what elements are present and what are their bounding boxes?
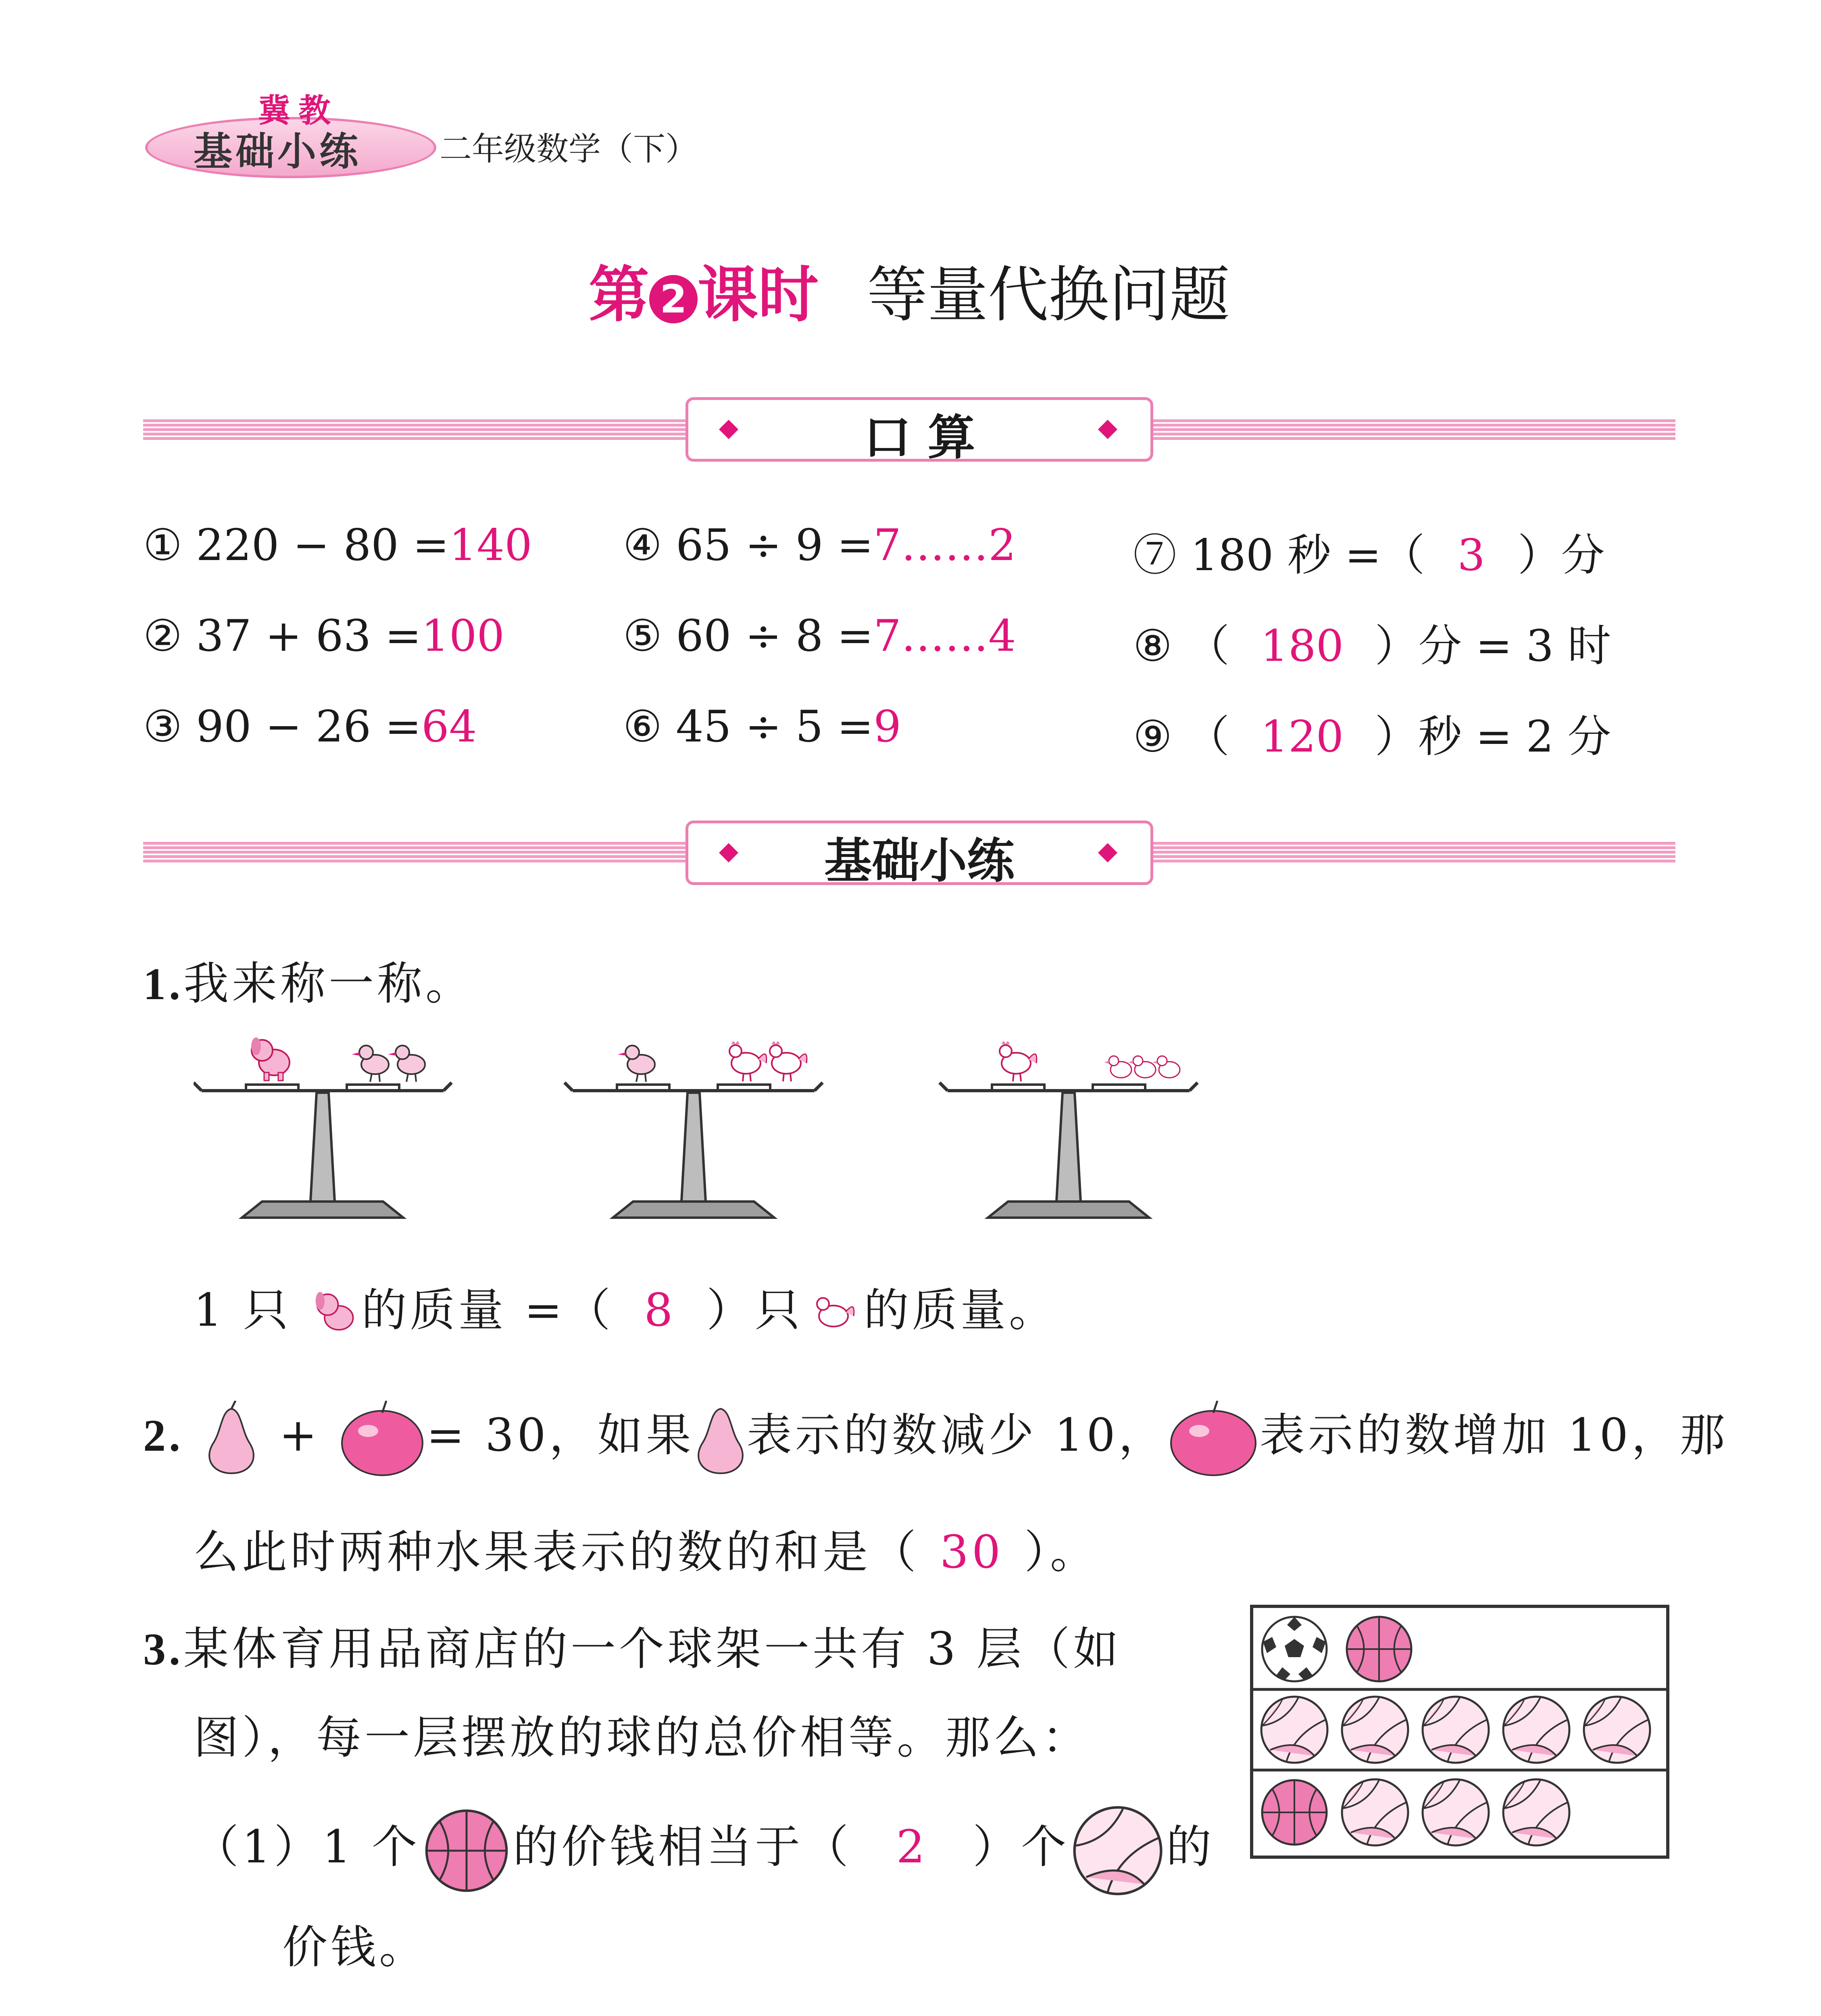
oral-item: ⑦ 180 秒 =（ 3 ）分 xyxy=(1133,530,1605,581)
volleyball-icon xyxy=(1069,1802,1166,1899)
question-2: 2. + = 30，如果 表示的数减少 10， 表示的数增加 10，那 xyxy=(143,1399,1728,1477)
title-number: 2 xyxy=(649,275,698,323)
apple-icon xyxy=(1167,1401,1260,1477)
section-title-oral: 口 算 xyxy=(863,410,975,465)
question-2-line2: 么此时两种水果表示的数的和是（ 30 ）。 xyxy=(194,1526,1098,1579)
oral-item: ⑥ 45 ÷ 5 =9 xyxy=(623,702,902,752)
question-3-part-1: （1）1 个 的价钱相当于（ 2 ）个 的 xyxy=(194,1802,1215,1899)
section-title-basic: 基础小练 xyxy=(824,833,1015,889)
oral-item: ③ 90 − 26 =64 xyxy=(143,702,477,752)
oral-item: ⑧ （ 180 ）分 = 3 时 xyxy=(1133,621,1611,671)
scale-1 xyxy=(194,1037,452,1218)
header-book: 二年级数学（下） xyxy=(440,130,698,168)
pear-icon xyxy=(201,1401,262,1477)
page-title xyxy=(589,246,1230,333)
title-name: 等量代换问题 xyxy=(867,260,1230,330)
oral-item: ② 37 + 63 =100 xyxy=(143,611,505,661)
title-suffix: 课时 xyxy=(698,260,819,330)
oral-item: ④ 65 ÷ 9 =7……2 xyxy=(623,520,1016,571)
scale-2 xyxy=(565,1041,823,1218)
question-3-line2: 图），每一层摆放的球的总价相等。那么： xyxy=(194,1712,1090,1764)
question-1-answer: 1 只 的质量 =（ 8 ）只 的质量。 xyxy=(194,1274,1057,1340)
header-series: 基础小练 xyxy=(194,129,361,174)
basketball-icon xyxy=(420,1804,513,1897)
oral-item: ⑤ 60 ÷ 8 =7……4 xyxy=(623,611,1016,661)
oral-item: ⑨ （ 120 ）秒 = 2 分 xyxy=(1133,712,1611,762)
dog-icon xyxy=(309,1288,361,1340)
oral-item: ① 220 − 80 =140 xyxy=(143,520,532,571)
question-3-part-1-line2: 价钱。 xyxy=(282,1921,427,1974)
hen-icon xyxy=(803,1288,864,1340)
ball-rack xyxy=(1250,1605,1669,1859)
header-publisher: 冀教 xyxy=(258,92,339,129)
pear-icon xyxy=(694,1401,747,1477)
question-3: 3.某体育用品商店的一个球架一共有 3 层（如 xyxy=(143,1623,1122,1675)
scale-3 xyxy=(940,1041,1198,1218)
apple-icon xyxy=(338,1401,427,1477)
title-prefix: 第 xyxy=(589,260,650,330)
question-1: 1.我来称一称。 xyxy=(143,958,474,1010)
balance-scales xyxy=(194,1032,1444,1226)
